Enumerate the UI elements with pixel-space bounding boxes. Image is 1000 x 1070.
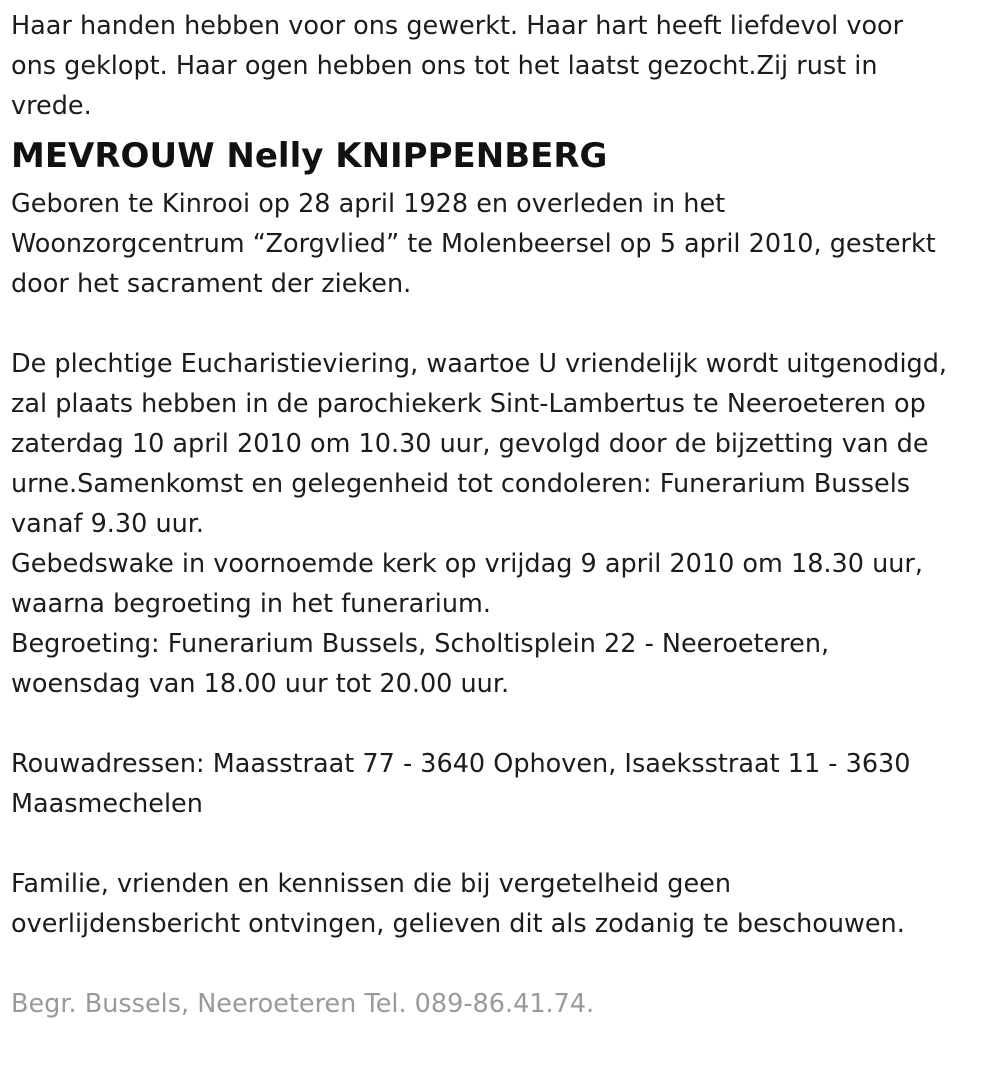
ceremony-line: zaterdag 10 april 2010 om 10.30 uur, gevolgd door de bijzetting van de xyxy=(11,429,929,459)
intro-line: ons geklopt. Haar ogen hebben ons tot het laatst gezocht.Zij rust in xyxy=(11,51,878,81)
spacer xyxy=(11,944,996,984)
wake-line: Gebedswake in voornoemde kerk op vrijdag 9 april 2010 om 18.30 uur, xyxy=(11,549,923,579)
birth-line: door het sacrament der zieken. xyxy=(11,269,412,299)
spacer xyxy=(11,824,996,864)
footer-text: Begr. Bussels, Neeroeteren Tel. 089-86.41.74. xyxy=(11,989,595,1019)
family-notice xyxy=(11,864,996,944)
ceremony-line: vanaf 9.30 uur. xyxy=(11,509,205,539)
birth-line: Geboren te Kinrooi op 28 april 1928 en overleden in het xyxy=(11,189,726,219)
ceremony-line: zal plaats hebben in de parochiekerk Sint-Lambertus te Neeroeteren op xyxy=(11,389,926,419)
intro-line: vrede. xyxy=(11,91,92,121)
ceremony-paragraph xyxy=(11,344,996,704)
intro-quote xyxy=(11,6,996,126)
intro-line: Haar handen hebben voor ons gewerkt. Haar hart heeft liefdevol voor xyxy=(11,11,904,41)
family-line: Familie, vrienden en kennissen die bij vergetelheid geen xyxy=(11,869,731,899)
deceased-name-title: MEVROUW Nelly KNIPPENBERG xyxy=(11,136,608,176)
address-line: Rouwadressen: Maasstraat 77 - 3640 Ophoven, Isaeksstraat 11 - 3630 xyxy=(11,749,911,779)
funeral-home-footer xyxy=(11,984,996,1024)
spacer xyxy=(11,304,996,344)
birth-line: Woonzorgcentrum “Zorgvlied” te Molenbeersel op 5 april 2010, gesterkt xyxy=(11,229,936,259)
mourning-addresses xyxy=(11,744,996,824)
visitation-line: woensdag van 18.00 uur tot 20.00 uur. xyxy=(11,669,510,699)
visitation-line: Begroeting: Funerarium Bussels, Scholtisplein 22 - Neeroeteren, xyxy=(11,629,830,659)
wake-line: waarna begroeting in het funerarium. xyxy=(11,589,491,619)
address-line: Maasmechelen xyxy=(11,789,203,819)
spacer xyxy=(11,704,996,744)
ceremony-line: urne.Samenkomst en gelegenheid tot condoleren: Funerarium Bussels xyxy=(11,469,911,499)
birth-death-paragraph xyxy=(11,184,996,304)
ceremony-line: De plechtige Eucharistieviering, waartoe U vriendelijk wordt uitgenodigd, xyxy=(11,349,948,379)
family-line: overlijdensbericht ontvingen, gelieven dit als zodanig te beschouwen. xyxy=(11,909,905,939)
obituary-notice xyxy=(11,6,996,1024)
